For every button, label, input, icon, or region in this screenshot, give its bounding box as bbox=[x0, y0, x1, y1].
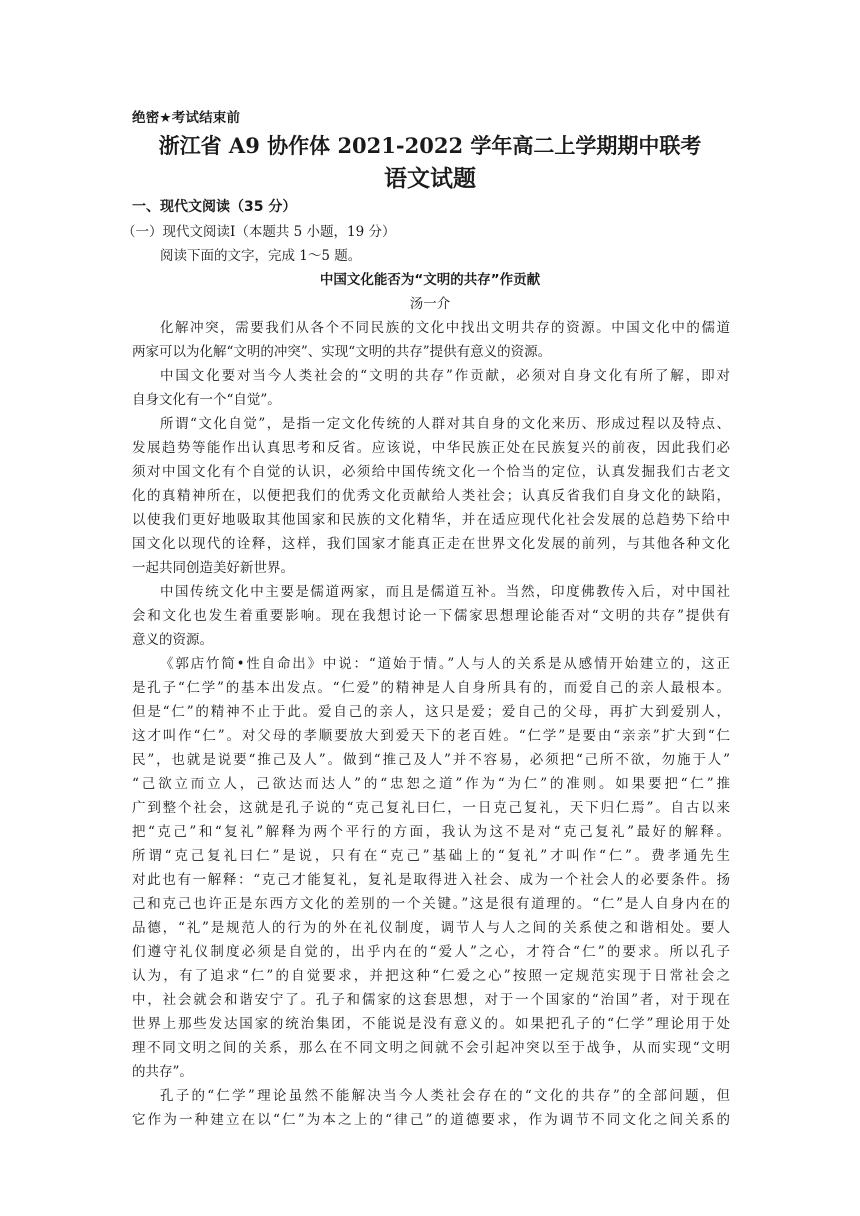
paragraph-line: 的共存”。 bbox=[132, 1064, 193, 1080]
paragraph-line: 化解冲突，需要我们从各个不同民族的文化中找出文明共存的资源。中国文化中的儒道 bbox=[160, 320, 730, 336]
paragraph-line: 己和克己也许正是东西方文化的差别的一个关键。”这是很有道理的。“仁”是人自身内在的 bbox=[132, 896, 730, 912]
exam-subject-title: 语文试题 bbox=[384, 165, 476, 192]
paragraph-line: 以使我们更好地吸取其他国家和民族的文化精华，并在适应现代化社会发展的总趋势下给中 bbox=[132, 512, 730, 528]
paragraph-line: 民”，也就是说要“推己及人”。做到“推己及人”并不容易，必须把“己所不欲，勿施于人” bbox=[132, 752, 730, 768]
paragraph-line: 中，社会就会和谐安宁了。孔子和儒家的这套思想，对于一个国家的“治国”者，对于现在 bbox=[132, 992, 730, 1008]
paragraph-line: 中国文化要对当今人类社会的“文明的共存”作贡献，必须对自身文化有所了解，即对 bbox=[160, 368, 730, 384]
paragraph-line: 意义的资源。 bbox=[132, 632, 213, 648]
paragraph-line: 自身文化有一个“自觉”。 bbox=[132, 392, 281, 408]
article-author: 汤一介 bbox=[409, 296, 451, 312]
paragraph-line: 孔子的“仁学”理论虽然不能解决当今人类社会存在的“文化的共存”的全部问题，但 bbox=[160, 1088, 730, 1104]
paragraph-line: 发展趋势等能作出认真思考和反省。应该说，中华民族正处在民族复兴的前夜，因此我们必 bbox=[132, 440, 730, 456]
paragraph-line: 世界上那些发达国家的统治集团，不能说是没有意义的。如果把孔子的“仁学”理论用于处 bbox=[132, 1016, 730, 1032]
article-title: 中国文化能否为“文明的共存”作贡献 bbox=[319, 272, 541, 288]
paragraph-line: 但是“仁”的精神不止于此。爱自己的亲人，这只是爱；爱自己的父母，再扩大到爱别人， bbox=[132, 704, 730, 720]
paragraph-line: “己欲立而立人，己欲达而达人”的“忠恕之道”作为“为仁”的准则。如果要把“仁”推 bbox=[132, 776, 730, 792]
section-heading: 一、现代文阅读（35 分） bbox=[132, 199, 297, 215]
paragraph-line: 所谓“文化自觉”，是指一定文化传统的人群对其自身的文化来历、形成过程以及特点、 bbox=[160, 416, 730, 432]
paragraph-line: 两家可以为化解“文明的冲突”、实现“文明的共存”提供有意义的资源。 bbox=[132, 344, 552, 360]
paragraph-line: 认为，有了追求“仁”的自觉要求，并把这种“仁爱之心”按照一定规范实现于日常社会之 bbox=[132, 968, 730, 984]
paragraph-line: 所谓“克己复礼曰仁”是说，只有在“克己”基础上的“复礼”才叫作“仁”。费孝通先生 bbox=[132, 848, 730, 864]
article-body bbox=[132, 316, 730, 1132]
paragraph-line: 这才叫作“仁”。对父母的孝顺要放大到爱天下的老百姓。“仁学”是要由“亲亲”扩大到“仁 bbox=[132, 728, 730, 744]
paragraph-line: 须对中国文化有个自觉的认识，必须给中国传统文化一个恰当的定位，认真发掘我们古老文 bbox=[132, 464, 730, 480]
paragraph-line: 它作为一种建立在以“仁”为本之上的“律己”的道德要求，作为调节不同文化之间关系的 bbox=[132, 1112, 730, 1128]
paragraph-line: 中国传统文化中主要是儒道两家，而且是儒道互补。当然，印度佛教传入后，对中国社 bbox=[160, 584, 730, 600]
paragraph-line: 会和文化也发生着重要影响。现在我想讨论一下儒家思想理论能否对“文明的共存”提供有 bbox=[132, 608, 730, 624]
sub-section-heading: （一）现代文阅读Ⅰ（本题共 5 小题，19 分） bbox=[122, 224, 396, 240]
paragraph-line: 理不同文明之间的关系，那么在不同文明之间就不会引起冲突以至于战争，从而实现“文明 bbox=[132, 1040, 730, 1056]
exam-title: 浙江省 A9 协作体 2021-2022 学年高二上学期期中联考 bbox=[158, 133, 702, 158]
paragraph-line: 对此也有一解释：“克己才能复礼，复礼是取得进入社会、成为一个社会人的必要条件。扬 bbox=[132, 872, 730, 888]
paragraph-line: 把“克己”和“复礼”解释为两个平行的方面，我认为这不是对“克己复礼”最好的解释。 bbox=[132, 824, 730, 840]
paragraph-line: 广到整个社会，这就是孔子说的“克己复礼曰仁，一日克己复礼，天下归仁焉”。自古以来 bbox=[132, 800, 730, 816]
reading-instruction: 阅读下面的文字，完成 1～5 题。 bbox=[160, 248, 362, 264]
paragraph-line: 品德，“礼”是规范人的行为的外在礼仪制度，调节人与人之间的关系使之和谐相处。要人 bbox=[132, 920, 730, 936]
confidential-mark: 绝密★考试结束前 bbox=[132, 110, 241, 126]
paragraph-line: 化的真精神所在，以便把我们的优秀文化贡献给人类社会；认真反省我们自身文化的缺陷， bbox=[132, 488, 730, 504]
paragraph-line: 是孔子“仁学”的基本出发点。“仁爱”的精神是人自身所具有的，而爱自己的亲人最根本。 bbox=[132, 680, 730, 696]
paragraph-line: 《郭店竹简•性自命出》中说：“道始于情。”人与人的关系是从感情开始建立的，这正 bbox=[160, 656, 730, 672]
paragraph-line: 一起共同创造美好新世界。 bbox=[132, 560, 294, 576]
paragraph-line: 国文化以现代的诠释，这样，我们国家才能真正走在世界文化发展的前列，与其他各种文化 bbox=[132, 536, 730, 552]
paragraph-line: 们遵守礼仪制度必须是自觉的，出乎内在的“爱人”之心，才符合“仁”的要求。所以孔子 bbox=[132, 944, 730, 960]
